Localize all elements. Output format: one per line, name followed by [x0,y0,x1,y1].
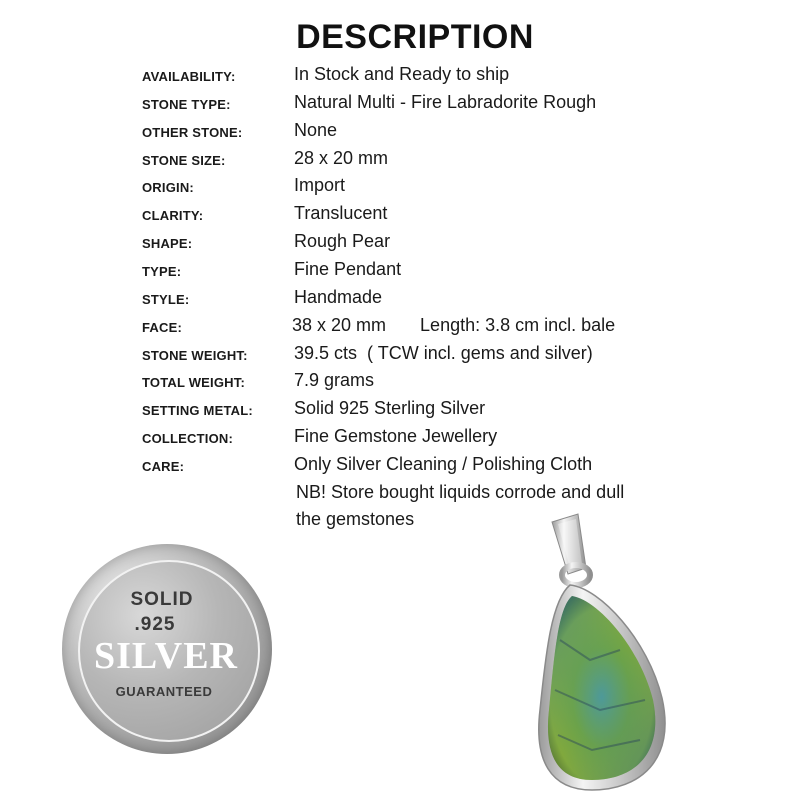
spec-value: 39.5 cts ( TCW incl. gems and silver) [294,343,593,363]
spec-label: STONE WEIGHT: [142,348,248,363]
spec-value: Rough Pear [294,231,391,251]
face-size: 38 x 20 mm [292,315,387,335]
spec-row-type [0,257,800,285]
spec-row-other-stone [0,118,800,146]
spec-label: STONE TYPE: [142,97,231,112]
spec-value: In Stock and Ready to ship [294,64,510,84]
spec-label: FACE: [142,320,182,335]
care-note-line-1: NB! Store bought liquids corrode and dull [296,482,625,502]
spec-label: TOTAL WEIGHT: [142,375,245,390]
spec-row-origin [0,173,800,201]
spec-value: Fine Pendant [294,259,402,279]
spec-row-stone-weight [0,341,800,369]
spec-row-collection [0,424,800,452]
spec-row-shape [0,229,800,257]
spec-row-face [0,313,800,341]
spec-label: OTHER STONE: [142,125,243,140]
spec-row-availability [0,62,800,90]
spec-value: 28 x 20 mm [294,148,389,168]
spec-value: Import [294,175,346,195]
spec-value: Translucent [294,203,388,223]
silver-guarantee-seal [62,544,272,754]
spec-value: None [294,120,338,140]
labradorite-pendant-image [530,510,770,800]
spec-label: SETTING METAL: [142,403,253,418]
spec-value: Natural Multi - Fire Labradorite Rough [294,92,597,112]
spec-label: CARE: [142,459,185,474]
spec-row-setting-metal [0,396,800,424]
seal-solid-text: SOLID [130,589,194,610]
spec-label: STONE SIZE: [142,153,226,168]
spec-row-clarity [0,201,800,229]
seal-925-text: .925 [134,614,176,635]
spec-label: SHAPE: [142,236,193,251]
spec-value: Handmade [294,287,383,307]
spec-row-style [0,285,800,313]
spec-value: Only Silver Cleaning / Polishing Cloth [294,454,593,474]
spec-row-stone-type [0,90,800,118]
spec-row-total-weight [0,368,800,396]
spec-label: ORIGIN: [142,180,194,195]
face-length: Length: 3.8 cm incl. bale [420,315,616,335]
page-title: DESCRIPTION [296,18,534,56]
spec-row-care [0,452,800,480]
care-note-line-2: the gemstones [296,509,415,529]
spec-label: COLLECTION: [142,431,234,446]
spec-label: TYPE: [142,264,182,279]
spec-label: AVAILABILITY: [142,69,236,84]
spec-value [292,315,615,336]
spec-label: STYLE: [142,292,190,307]
spec-label: CLARITY: [142,208,204,223]
pendant-bezel-stone [539,585,665,790]
spec-value: 7.9 grams [294,370,375,390]
spec-value: Solid 925 Sterling Silver [294,398,486,418]
seal-guaranteed-text: GUARANTEED [115,684,213,699]
spec-row-stone-size [0,146,800,174]
pendant-jump-ring [562,565,590,585]
spec-value: Fine Gemstone Jewellery [294,426,498,446]
seal-silver-text: SILVER [93,635,238,677]
